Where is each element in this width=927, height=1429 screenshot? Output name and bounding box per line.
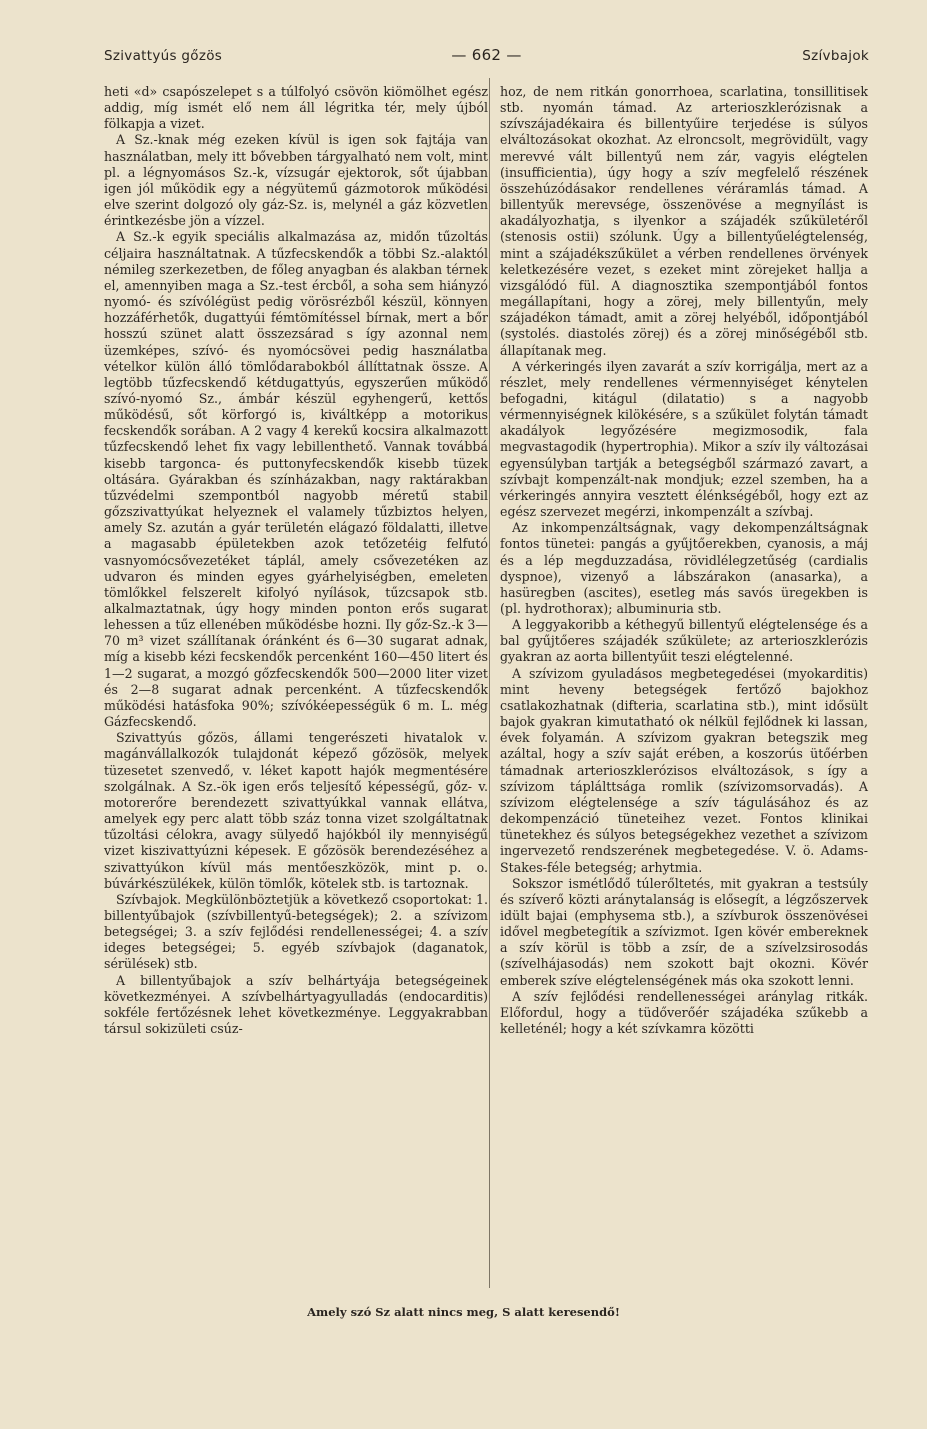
entry-szivattyus-gozos: Szivattyús gőzös, állami tengerészeti hivatalok v. magánvállalkozók tulajdonát képező gőzösök, melyek tüzesetet szenvedő, v. léket kapott hajók megmentésére szolgálnak. A Sz.-ök igen erős teljesítő képességű, gőz- v. motorerőre berendezett szivattyúkkal vannak ellátva, amelyek egy perc alatt több száz tonna vizet szolgáltatnak tűzoltási célokra, avagy sülyedő hajókból ily mennyiségű vizet kiszivattyúzni képesek. E gőzösök berendezéséhez a szivattyúkon kívül más mentőeszközök, mint p. o. búvárkészülékek, külön tömlők, kötelek stb. is tartoznak. (104, 730, 488, 891)
paragraph: heti «d» csapószelepet s a túlfolyó csövön kiömölhet egész addig, míg ismét elő nem áll légritka tér, mely újból fölkapja a vizet. (104, 84, 488, 132)
paragraph: A szív fejlődési rendellenességei aránylag ritkák. Előfordul, hogy a tüdőverőér szájadéka szűkebb a kelleténél; hogy a két szívkamra közötti (500, 988, 868, 1037)
paragraph: A vérkeringés ilyen zavarát a szív korrigálja, mert az a részlet, mely rendellenes vérmennyiséget kénytelen befogadni, kitágul (dilatatio) s a nagyobb vérmennyiségnek kilökésére, s a szűkület folytán támadt akadályok legyőzésére megizmosodik, fala megvastagodik (hypertrophia). Mikor a szív ily változásai egyensúlyban tartják a betegségből származó zavart, a szívbajt kompenzált-nak mondjuk; ezzel szemben, ha a vérkeringés annyira vesztett élénkségéből, hogy ezt az egész szervezet megérzi, inkompenzált a szívbaj. (500, 358, 868, 520)
header-left-keyword: Szivattyús gőzös (104, 48, 223, 64)
page-footer-note: Amely szó Sz alatt nincs meg, S alatt keresendő! (307, 1305, 620, 1319)
paragraph: A szívizom gyuladásos megbetegedései (myokarditis) mint heveny betegségek fertőző bajokhoz csatlakozhatnak (difteria, scarlatina stb.), mint idősült bajok gyakran kimutatható ok nélkül fejlődnek ki lassan, évek folyamán. A szívizom gyakran betegszik meg azáltal, hogy a szív saját erében, a koszorús ütőérben támadnak arterioszklerózisos elváltozások, s így a szívizom táplálttsága romlik (szívizomsorvadás). A szívizom elégtelensége a szív tágulásához és az dekompenzáció tüneteihez vezet. Fontos klinikai tünetekhez és súlyos betegségekhez vezethet a szívizom ingervezető rendszerének megbetegedése. V. ö. Adams-Stakes-féle betegség; arhytmia. (500, 665, 868, 875)
right-column (500, 84, 868, 1037)
column-divider (489, 78, 490, 1288)
header-right-keyword: Szívbajok (802, 48, 869, 64)
paragraph: Sokszor ismétlődő túlerőltetés, mit gyakran a testsúly és szíverő közti aránytalanság is elősegít, a légzőszervek idült bajai (emphysema stb.), a szívburok összenövései idővel megbetegítik a szívizmot. Igen kövér embereknek a szív körül is több a zsír, de a szívelzsirosodás (szívelhájasodás) nem szokott bajt okozni. Kövér emberek szíve elégtelenségének más oka szokott lenni. (500, 875, 868, 988)
paragraph: A leggyakoribb a kéthegyű billentyű elégtelensége és a bal gyűjtőeres szájadék szűkülete; az arterioszklerózis gyakran az aorta billentyűit teszi elégtelenné. (500, 617, 868, 665)
paragraph: A Sz.-knak még ezeken kívül is igen sok fajtája van használatban, mely itt bővebben tárgyalható nem volt, mint pl. a légnyomásos Sz.-k, vízsugár ejektorok, sőt újabban igen jól működik egy a négyütemű gázmotorok működési elve szerint dolgozó oly gáz-Sz. is, melynél a gáz közvetlen érintkezésbe jön a vízzel. (104, 132, 488, 229)
entry-szivbajok: Szívbajok. Megkülönböztetjük a következő csoportokat: 1. billentyűbajok (szívbillentyű-betegségek); 2. a szívizom betegségei; 3. a szív fejlődési rendellenességei; 4. a szív ideges betegségei; 5. egyéb szívbajok (daganatok, sérülések) stb. (104, 891, 489, 972)
left-column (104, 84, 488, 1037)
page-number: — 662 — (451, 46, 522, 64)
page-header (104, 46, 869, 70)
paragraph: A Sz.-k egyik speciális alkalmazása az, midőn tűzoltás céljaira használtatnak. A tűzfecskendők a többi Sz.-alaktól némileg szerkezetben, de főleg anyagban és alakban térnek el, amennyiben maga a Sz.-test ércből, a soha sem hiányzó nyomó- és szívólégüst pedig vörösrézből készül, könnyen hozzáférhetők, dugattyúi fémtömítéssel bírnak, mert a bőr hosszú szünet alatt összezsárad s így azonnal nem üzemképes, szívó- és nyomócsövei pedig használatba vételkor külön álló tömlődarabokból állíttatnak össze. A legtöbb tűzfecskendő kétdugattyús, egyszerűen működő szívó-nyomó Sz., ámbár készül egyhengerű, kettős működésű, sőt körforgó is, kiváltképp a motorikus fecskendők sorában. A 2 vagy 4 kerekű kocsira alkalmazott tűzfecskendő lehet fix vagy lebillenthető. Vannak továbbá kisebb targonca- és puttonyfecskendők kisebb tüzek oltására. Gyárakban és színházakban, nagy raktárakban tűzvédelmi szempontból nagyobb méretű stabil gőzszivattyúkat helyeznek el valamely tűzbiztos helyen, amely Sz. azután a gyár területén elágazó földalatti, illetve a magasabb épületekben azok tetőzetéig felfutó vasnyomócsővezetéket táplál, amely csővezetéken az udvaron és minden egyes gyárhelyiségben, emeleten tömlőkkel felszerelt kifolyó nyílások, tűzcsapok stb. alkalmaztatnak, úgy hogy minden ponton erős sugarat lehessen a tűz ellenében működésbe hozni. Ily gőz-Sz.-k 3—70 m³ vizet szállítanak óránként és 6—30 sugarat adnak, míg a kisebb kézi fecskendők percenként 160—450 litert és 1—2 sugarat, a mozgó gőzfecskendők 500—2000 liter vizet és 2—8 sugarat adnak percenként. A tűzfecskendők működési hatásfoka 90%; szívókéepességük 6 m. L. még Gázfecskendő. (104, 229, 488, 730)
paragraph: A billentyűbajok a szív belhártyája betegségeinek következményei. A szívbelhártyagyulladás (endocarditis) sokféle fertőzésnek lehet következménye. Leggyakrabban társul sokizületi csúz- (104, 972, 488, 1037)
paragraph: hoz, de nem ritkán gonorrhoea, scarlatina, tonsillitisek stb. nyomán támad. Az arterioszklerózisnak a szívszájadékaira és billentyűire terjedése is súlyos elváltozásokat okozhat. Az elroncsolt, megrövidült, vagy merevvé vált billentyű nem zár, vagyis elégtelen (insufficientia), úgy hogy a szív megfelelő részének összehúzódásakor rendellenes véráramlás támad. A billentyűk merevsége, összenövése a megnyílást is akadályozhatja, s ilyenkor a szájadék szűkületéről (stenosis ostii) szólunk. Úgy a billentyűelégtelenség, mint a szájadékszűkület a vérben rendellenes örvények keletkezésére vezet, s ezeket mint zörejeket hallja a vizsgálódó fül. A diagnosztika szempontjából fontos megállapítani, hogy a zörej, mely billentyűn, mely szájadékon támadt, amit a zörej helyéből, időpontjából (systolés. diastolés zörej) és a zörej minőségéből stb. állapítanak meg. (500, 84, 868, 358)
paragraph: Az inkompenzáltságnak, vagy dekompenzáltságnak fontos tünetei: pangás a gyűjtőerekben, cyanosis, a máj és a lép megduzzadása, rövidlélegzetűség (cardialis dyspnoe), vizenyő a lábszárakon (anasarka), a hasüregben (ascites), esetleg más savós üregekben is (pl. hydrothorax); albuminuria stb. (500, 520, 868, 616)
